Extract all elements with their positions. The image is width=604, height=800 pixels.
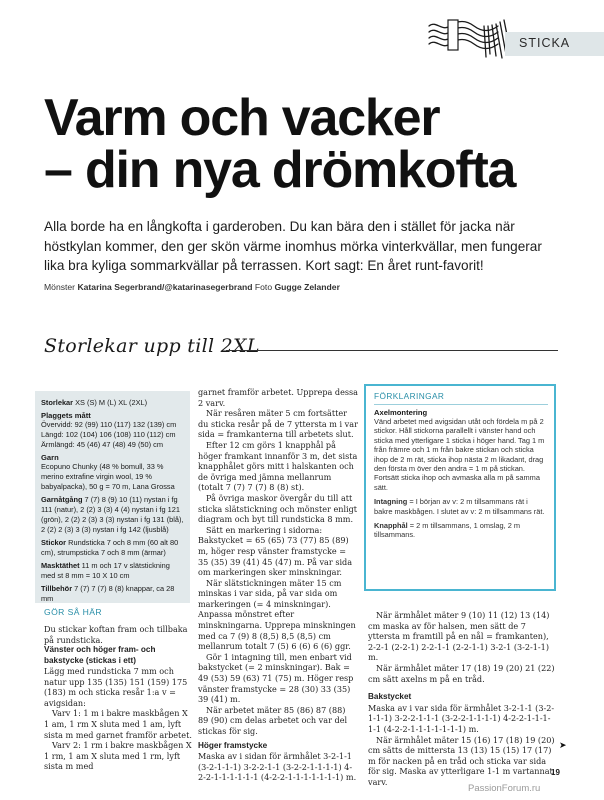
sizes-value: XS (S) M (L) XL (2XL) [75, 398, 148, 407]
knapp-label: Knapphål [374, 521, 408, 531]
mid-text-7: Gör 1 intagning till, men enbart vid bakstycket (= 2 minskningar). Bak = 49 (53) 59 (63) 71 (75) m. Höger resp vänster framstycke = 28 (30) 33 (35) 39 (41) m. [198, 651, 354, 705]
mid-text-1: garnet framför arbetet. Upprepa dessa 2 varv. [198, 387, 359, 408]
mid-text-4: På övriga maskor övergår du till att sticka slätstickning och mönster enligt diagram och byt till rundsticka 8 mm. [198, 492, 358, 525]
section-label: STICKA [519, 36, 571, 50]
page-number: 19 [551, 768, 560, 777]
intag-label: Intagning [374, 497, 408, 507]
yarn-label: Garn [41, 453, 59, 462]
title-line-2: – din nya drömkofta [44, 141, 516, 199]
amount-text: 7 (7) 8 (9) 10 (11) nystan i fg 111 (natur), 2 (2) 3 (3) 4 (4) nystan i fg 121 (grön), 2 (2) 2 (3) 3 (3) nystan i fg 131 (blå), 2 (2) 2 (3) 3 (3) nystan i fg 142 (ljusblå) [41, 495, 184, 534]
gauge-text: 11 m och 17 v slätstickning med st 8 mm = 10 X 10 cm [41, 561, 170, 580]
sizes-label: Storlekar [41, 398, 74, 407]
mid-text-6: När slätstickningen mäter 15 cm minskas i var sida, på var sida om markeringen (= 4 minskningar). Anpassa mönstret efter minskningarna. Upprepa minskningen med ca 7 (9) 8 (8,5) 8,5 (8,5) cm mellanrum totalt 7 (5) 6 (6) 6 (6) ggr. [198, 577, 356, 652]
explanations-title: FÖRKLARINGAR [374, 391, 445, 401]
mid-text-8: När arbetet mäter 85 (86) 87 (88) 89 (90) cm delas arbetet och var del stickas för sig. [198, 704, 348, 736]
mid-text-2: När resåren mäter 5 cm fortsätter du sticka resår på de 7 yttersta m i var sida = framkanterna till arbetets slut. [198, 408, 358, 440]
intro-paragraph: Alla borde ha en långkofta i garderoben. Du kan bära den i stället för jacka när höstkylan kommer, den ger skön värme inomhus mörka vinterkvällar, men fungerar lika bra kyliga sommarkvällar på terrassen. Kort sagt: En året runt-favorit! [44, 219, 542, 273]
measure-length: Längd: 102 (104) 106 (108) 110 (112) cm [41, 430, 176, 439]
middle-column [198, 387, 358, 783]
notions-label: Tillbehör [41, 584, 73, 593]
page-title [44, 89, 584, 199]
mid-text-9: Maska av i sidan för ärmhålet 3-2-1-1 (3-2-1-1-1) 3-2-2-1-1 (3-2-2-1-1-1-1) 4-2-2-1-1-1-1-1-1 (4-2-2-1-1-1-1-1-1-1) m. [198, 751, 357, 783]
right-text-1: När ärmhålet mäter 9 (10) 11 (12) 13 (14) cm maska av för halsen, men sätt de 7 yttersta m framtill på en nål = framkanten), 2-2-1 (2-2-1) 2-2-1-1 (2-2-1-1) 3-2-1 (3-2-1-1) m. [368, 610, 550, 663]
section-tab [505, 32, 604, 56]
mid-subheading: Höger framstycke [198, 740, 268, 750]
photographer-name: Gugge Zelander [274, 282, 340, 292]
heading-rule [226, 350, 558, 351]
measure-chest: Övervidd: 92 (99) 110 (117) 132 (139) cm [41, 420, 177, 429]
right-text-2: När ärmhålet mäter 17 (18) 19 (20) 21 (22) cm sätt axelns m på en tråd. [368, 662, 555, 684]
howto-text-2: Varv 1: 1 m i bakre maskbågen X 1 am, 1 rm X sluta med 1 am, lyft sista m med garnet framför arbetet. [44, 708, 192, 740]
continue-arrow-icon: ➤ [559, 740, 567, 750]
right-subheading: Bakstycket [368, 692, 412, 702]
sizes-script-heading: Storlekar upp till 2XL [44, 335, 260, 357]
howto-column [44, 624, 194, 772]
axel-text: Vänd arbetet med avigsidan utåt och fördela m på 2 stickor. Håll stickorna parallellt i vänster hand och sticka med ytterligare 1 sticka i höger hand. Tag 1 m från främre och 1 m från bakre stickan och sticka ihop de 2 m rät, sticka ihop nästa 2 m likadant, drag den första m över den andra = 1 m på stickan. Fortsätt sticka ihop och avmaska alla m på samma sätt. [374, 417, 545, 492]
howto-text-1: Lägg med rundsticka 7 mm och natur upp 135 (135) 151 (159) 175 (183) m och sticka resår 1:a v = avigsidan: [44, 666, 188, 708]
credits [44, 282, 564, 292]
howto-intro: Du stickar koftan fram och tillbaka på rundsticka. [44, 624, 188, 645]
measures-label: Plaggets mått [41, 411, 91, 420]
axel-label: Axelmontering [374, 408, 428, 417]
title-line-1: Varm och vacker [44, 89, 440, 147]
amount-label: Garnåtgång [41, 495, 83, 504]
yarn-text: Ecopuno Chunky (48 % bomull, 33 % merino extrafine virgin wool, 19 % babyalpacka), 50 g = 70 m, Lana Grossa [41, 462, 175, 491]
measure-sleeve: Ärmlängd: 45 (46) 47 (48) 49 (50) cm [41, 440, 163, 449]
explanations-box [364, 384, 556, 591]
designer-name: Katarina Segerbrand/@katarinasegerbrand [77, 282, 253, 292]
notions-text: 7 (7) 7 (7) 8 (8) knappar, ca 28 mm [41, 584, 175, 603]
intag-text: = I början av v: 2 m tillsammans rät i bakre maskbågen. I slutet av v: 2 m tillsammans rät. [374, 497, 545, 516]
knapp-text: = 2 m tillsammans, 1 omslag, 2 m tillsammans. [374, 521, 521, 540]
howto-subheading: Vänster och höger fram- och bakstycke (stickas i ett) [44, 645, 156, 665]
yarn-skein-icon [426, 14, 512, 60]
needles-text: Rundsticka 7 och 8 mm (60 alt 80 cm), strumpsticka 7 och 8 mm (ärmar) [41, 538, 179, 557]
right-text-3: Maska av i var sida för ärmhålet 3-2-1-1 (3-2-1-1-1) 3-2-2-1-1-1 (3-2-2-1-1-1-1) 4-2-2-1-1-1-1-1 (4-2-2-1-1-1-1-1-1-1) m. [368, 702, 555, 734]
howto-heading: GÖR SÅ HÄR [44, 607, 102, 617]
right-column [368, 610, 558, 788]
needles-label: Stickor [41, 538, 67, 547]
photo-label: Foto [254, 282, 273, 292]
pattern-label: Mönster [44, 282, 76, 292]
explanations-rule [374, 404, 548, 405]
gauge-label: Masktäthet [41, 561, 80, 570]
mid-text-3: Efter 12 cm görs 1 knapphål på höger framkant innanför 3 m, det sista knapphålet görs mitt i halskanten och de övriga med jämna mellanrum (totalt 7 (7) 7 (7) 8 (8) st). [198, 439, 358, 493]
mid-text-5: Sätt en markering i sidorna: Bakstycket = 65 (65) 73 (77) 85 (89) m, höger resp vänster framstycke = 35 (35) 39 (41) 45 (47) m. På var sida om markeringen sker minskningar. [198, 524, 353, 578]
watermark: PassionForum.ru [468, 783, 541, 794]
right-text-4: När ärmhålet mäter 15 (16) 17 (18) 19 (20) cm sätts de mittersta 13 (13) 15 (15) 17 (17) m för nacken på en tråd och sticka var sida för sig. Maska av ytterligare 1-1 m vartannat varv. [368, 734, 555, 787]
howto-text-3: Varv 2: 1 rm i bakre maskbågen X 1 rm, 1 am X sluta med 1 rm, lyft sista m med [44, 740, 192, 772]
spec-box [35, 391, 190, 603]
